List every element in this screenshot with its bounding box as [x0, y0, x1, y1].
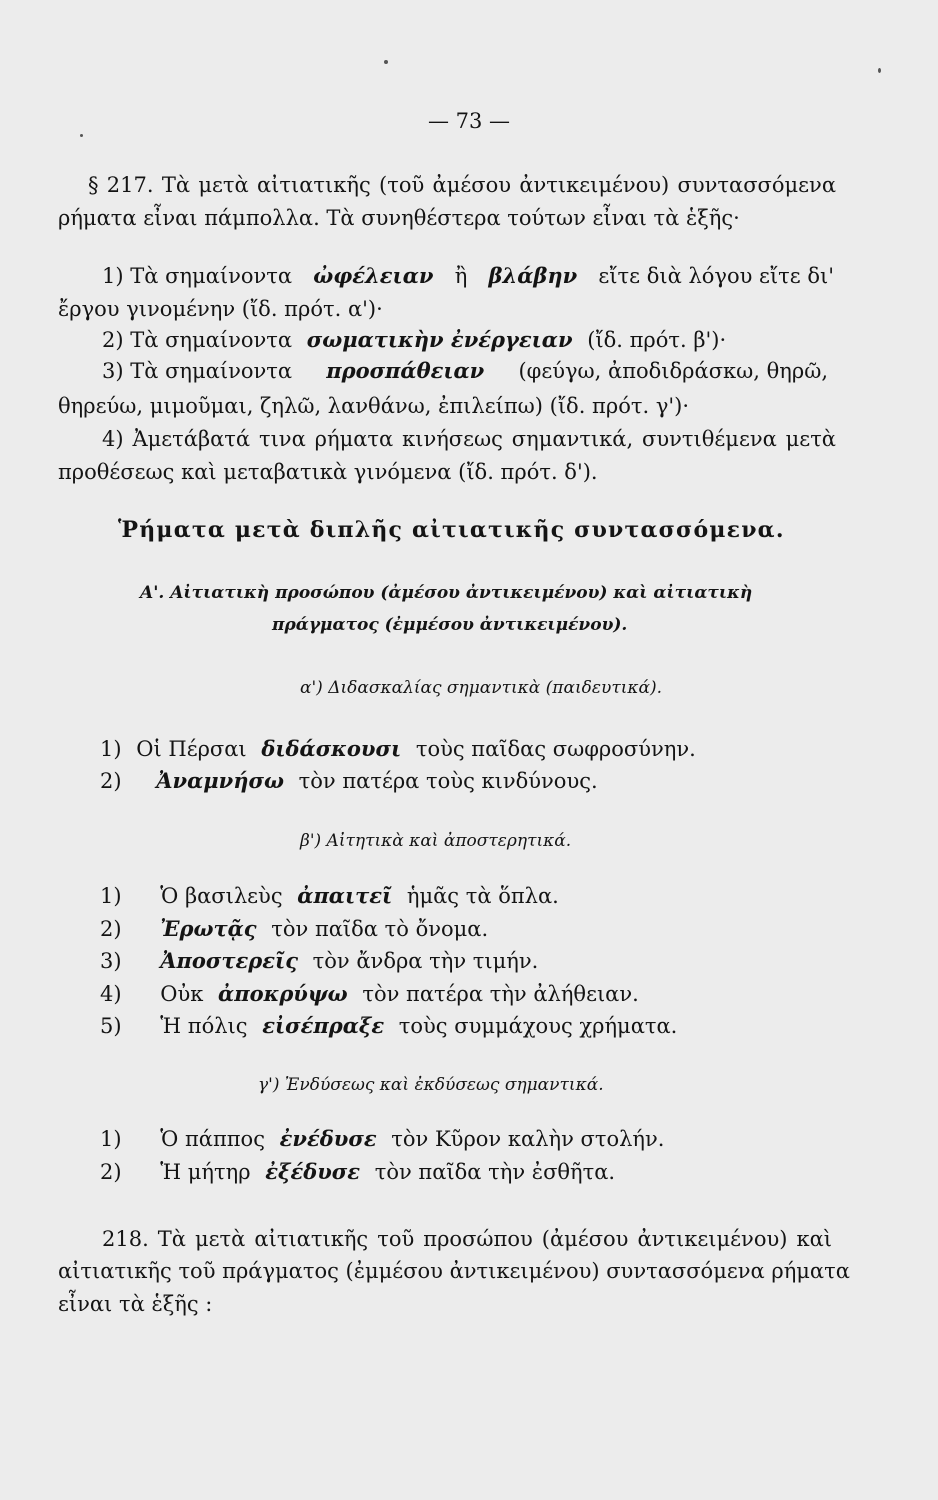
item1-post: εἴτε διὰ λόγου εἴτε δι'	[598, 264, 834, 288]
example-pre: Ὁ πάππος	[160, 1127, 265, 1151]
sub-c-example-2	[100, 1159, 623, 1185]
sec218-line1: 218. Τὰ μετὰ αἰτιατικῆς τοῦ προσώπου (ἀμέσου ἀντικειμένου) καὶ	[102, 1227, 832, 1251]
example-pre: Ὁ βασιλεὺς	[160, 884, 283, 908]
item1-emph-2: βλάβην	[488, 263, 578, 288]
sub-b-example-5	[100, 1013, 685, 1039]
example-post: τὸν πατέρα τὴν ἀλήθειαν.	[362, 982, 639, 1006]
item3-post: (φεύγω, ἀποδιδράσκω, θηρῶ,	[518, 359, 828, 383]
item2-pre: 2) Τὰ σημαίνοντα	[102, 328, 293, 352]
item2-post: (ἴδ. πρότ. β')·	[587, 328, 727, 352]
example-number: 2)	[100, 769, 122, 793]
example-verb: Ἀποστερεῖς	[160, 948, 298, 973]
item1-mid: ἢ	[454, 264, 468, 288]
example-number: 4)	[100, 982, 122, 1006]
example-number: 1)	[100, 1127, 122, 1151]
sub-b-example-3	[100, 948, 546, 974]
scan-speck	[878, 68, 881, 73]
example-post: ἡμᾶς τὰ ὅπλα.	[406, 884, 559, 908]
example-number: 5)	[100, 1014, 122, 1038]
example-verb: ἐξέδυσε	[265, 1159, 361, 1184]
example-verb: διδάσκουσι	[261, 736, 402, 761]
section-heading: Ῥήματα μετὰ διπλῆς αἰτιατικῆς συντασσόμενα.	[118, 517, 785, 543]
sub-a-example-1	[100, 736, 704, 762]
example-number: 3)	[100, 949, 122, 973]
sub-b-example-4	[100, 981, 647, 1007]
item4-line1: 4) Ἀμετάβατά τινα ρήματα κινήσεως σημαντικά, συντιθέμενα μετὰ	[102, 427, 836, 451]
sub-b-example-1	[100, 883, 567, 909]
example-pre: Οἱ Πέρσαι	[136, 737, 247, 761]
sub-c-title: γ') Ἐνδύσεως καὶ ἐκδύσεως σημαντικά.	[258, 1075, 604, 1095]
sub-b-example-2	[100, 916, 496, 942]
item1-line2: ἔργου γινομένην (ἴδ. πρότ. α')·	[58, 297, 383, 321]
example-number: 2)	[100, 917, 122, 941]
sec218-line3: εἶναι τὰ ἑξῆς :	[58, 1292, 213, 1316]
item3-line2: θηρεύω, μιμοῦμαι, ζηλῶ, λανθάνω, ἐπιλείπω) (ἴδ. πρότ. γ')·	[58, 394, 690, 418]
item3-emph: προσπάθειαν	[326, 358, 485, 383]
groupA-line2: πράγματος (ἐμμέσου ἀντικειμένου).	[272, 615, 628, 635]
sub-b-title: β') Αἰτητικὰ καὶ ἀποστερητικά.	[300, 831, 572, 851]
example-post: τὸν παῖδα τὸ ὄνομα.	[271, 917, 489, 941]
example-verb: Ἀναμνήσω	[156, 768, 284, 793]
example-verb: Ἐρωτᾷς	[160, 916, 257, 941]
sec217-line1: § 217. Τὰ μετὰ αἰτιατικῆς (τοῦ ἀμέσου ἀντικειμένου) συντασσόμενα	[88, 173, 836, 197]
scan-speck	[384, 60, 388, 64]
sub-c-example-1	[100, 1126, 672, 1152]
item2-emph: σωματικὴν ἐνέργειαν	[306, 327, 573, 352]
example-verb: ἐνέδυσε	[279, 1126, 377, 1151]
item1-emph-1: ὠφέλειαν	[313, 263, 434, 288]
example-post: τὸν πατέρα τοὺς κινδύνους.	[298, 769, 598, 793]
example-number: 1)	[100, 737, 122, 761]
item1-pre: 1) Τὰ σημαίνοντα	[102, 264, 293, 288]
sec217-line2: ρήματα εἶναι πάμπολλα. Τὰ συνηθέστερα τούτων εἶναι τὰ ἑξῆς·	[58, 206, 740, 230]
sub-a-title: α') Διδασκαλίας σημαντικὰ (παιδευτικά).	[300, 678, 663, 698]
example-pre: Οὐκ	[160, 982, 204, 1006]
item1-line1	[102, 263, 842, 289]
scan-speck	[80, 134, 83, 137]
example-verb: εἰσέπραξε	[262, 1013, 385, 1038]
item4-line2: προθέσεως καὶ μεταβατικὰ γινόμενα (ἴδ. πρότ. δ').	[58, 460, 598, 484]
example-verb: ἀποκρύψω	[218, 981, 348, 1006]
example-verb: ἀπαιτεῖ	[297, 883, 393, 908]
item3-line1	[102, 358, 836, 384]
sub-a-example-2	[100, 768, 606, 794]
example-pre: Ἡ πόλις	[160, 1014, 248, 1038]
example-post: τὸν Κῦρον καλὴν στολήν.	[391, 1127, 665, 1151]
example-post: τοὺς παῖδας σωφροσύνην.	[415, 737, 696, 761]
item2-line	[102, 327, 734, 353]
example-pre: Ἡ μήτηρ	[160, 1160, 251, 1184]
item3-pre: 3) Τὰ σημαίνοντα	[102, 359, 293, 383]
sec218-line2: αἰτιατικῆς τοῦ πράγματος (ἐμμέσου ἀντικειμένου) συντασσόμενα ρήματα	[58, 1259, 850, 1283]
example-number: 1)	[100, 884, 122, 908]
example-post: τοὺς συμμάχους χρήματα.	[398, 1014, 678, 1038]
page-number: — 73 —	[427, 109, 511, 133]
example-post: τὸν ἄνδρα τὴν τιμήν.	[312, 949, 539, 973]
example-number: 2)	[100, 1160, 122, 1184]
example-post: τὸν παῖδα τὴν ἐσθῆτα.	[374, 1160, 616, 1184]
groupA-line1: Α'. Αἰτιατικὴ προσώπου (ἀμέσου ἀντικειμένου) καὶ αἰτιατικὴ	[140, 583, 753, 603]
